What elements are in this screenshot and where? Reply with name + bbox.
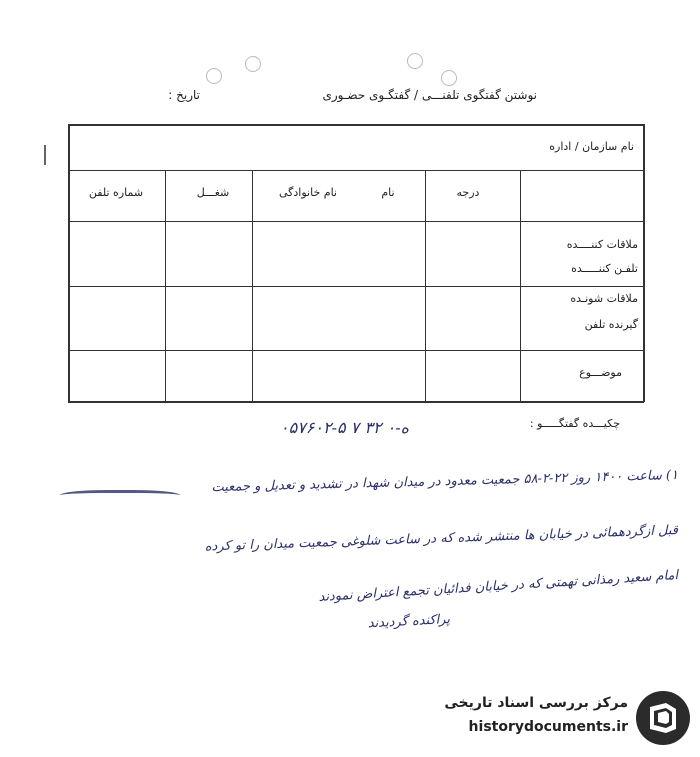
handwritten-line-1: ۱) ساعت ۱۴۰۰ روز ۲۲-۲-۵۸ جمعیت معدود در میدان شهدا در تشدید و تعدیل و جمعیت: [211, 468, 679, 496]
summary-number: ۰۵۷۶۰۲-ه-۰ ۳۲ ۷ ۵: [280, 418, 410, 437]
summary-label: چکیـــده گفتگـــــو :: [529, 417, 620, 430]
row-label-subject: موضـــوع: [579, 366, 622, 379]
scribble-strikeout: [60, 490, 180, 503]
column-first-name: نام: [381, 186, 395, 199]
column-rank: درجه: [456, 186, 480, 199]
date-label: تاریخ :: [168, 88, 200, 102]
handwritten-line-3: امام سعید رمذانی تهمتی که در خیابان فدائیان تجمع اعتراض نمودند: [318, 568, 679, 605]
column-last-name: نام خانوادگی: [279, 186, 337, 199]
handwritten-line-4: پراکنده گردیدند: [367, 612, 451, 632]
form-table: [68, 124, 644, 402]
org-label: نام سازمان / اداره: [549, 140, 634, 153]
archive-url[interactable]: historydocuments.ir: [468, 719, 628, 735]
handwritten-line-2: قبل ازگردهمائی در خیابان ها منتشر شده که در ساعت شلوغی جمعیت میدان را تو کرده: [204, 523, 679, 555]
punch-hole: [407, 53, 423, 69]
punch-hole: [206, 68, 222, 84]
margin-mark: [44, 145, 46, 165]
archive-logo: [400, 689, 690, 747]
row-label-callee-phone: گیرنده تلفن: [584, 318, 638, 331]
row-label-caller: ملاقات کننــــده: [566, 238, 638, 251]
punch-hole: [441, 70, 457, 86]
row-label-callee: ملاقات شونـده: [570, 292, 638, 305]
punch-hole: [245, 56, 261, 72]
row-label-caller-phone: تلفـن کننـــــده: [571, 262, 638, 275]
form-title: نوشتن گفتگوی تلفنـــی / گفتگـوی حضـوری: [322, 88, 537, 102]
column-job: شغـــل: [196, 186, 230, 199]
column-phone: شماره تلفن: [88, 186, 144, 199]
book-logo-icon: [636, 691, 690, 745]
archive-name: مرکز بررسی اسناد تاریخی: [444, 695, 628, 711]
